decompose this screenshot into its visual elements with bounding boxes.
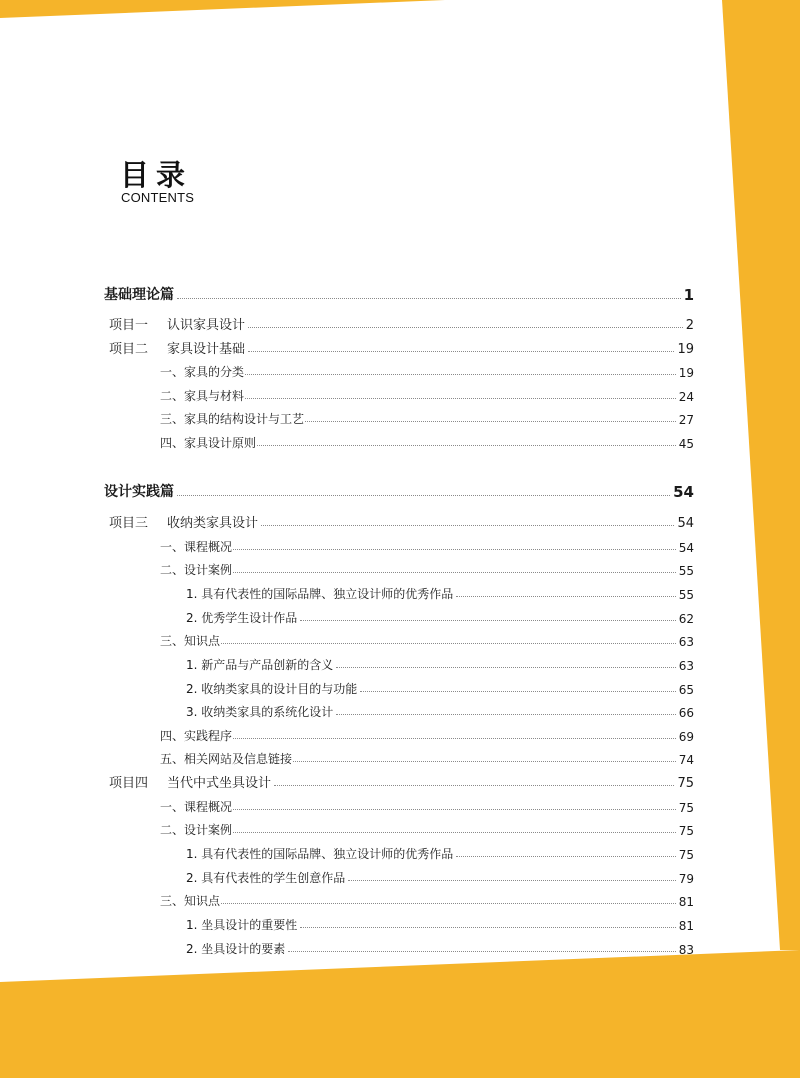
dot-leader <box>300 927 675 928</box>
toc-entry[interactable] <box>186 698 694 720</box>
toc-entry[interactable] <box>160 816 694 838</box>
dot-leader <box>233 809 676 810</box>
toc-page-number: 54 <box>678 541 694 555</box>
toc-entry-title: 1. 坐具设计的重要性 <box>186 918 298 932</box>
toc-entry[interactable] <box>104 479 694 501</box>
toc-entry[interactable] <box>109 769 694 791</box>
dot-leader <box>221 643 676 644</box>
toc-entry-title: 四、家具设计原则 <box>160 436 257 450</box>
toc-entry-title: 二、设计案例 <box>160 563 233 577</box>
toc-project-number: 项目一 <box>109 318 149 333</box>
toc-entry[interactable] <box>186 604 694 626</box>
dot-leader <box>300 620 675 621</box>
toc-page-number: 63 <box>678 659 694 673</box>
toc-project-title: 当代中式坐具设计 <box>167 776 272 791</box>
toc-entry[interactable] <box>160 533 694 555</box>
page-title: 目录 <box>120 158 193 192</box>
dot-leader <box>233 738 676 739</box>
dot-leader <box>274 785 674 786</box>
toc-page-number: 69 <box>678 730 694 744</box>
toc-page-number: 45 <box>678 437 694 451</box>
toc-entry[interactable] <box>160 745 694 767</box>
dot-leader <box>348 880 675 881</box>
toc-page-number: 79 <box>678 872 694 886</box>
toc-entry[interactable] <box>160 405 694 427</box>
toc-page-number: 75 <box>678 824 694 838</box>
toc-entry-title: 2. 收纳类家具的设计目的与功能 <box>186 682 358 696</box>
dot-leader <box>305 421 676 422</box>
toc-page-number: 54 <box>673 483 694 501</box>
toc-page-number: 54 <box>677 516 694 531</box>
dot-leader <box>233 572 676 573</box>
toc-entry[interactable] <box>109 509 694 531</box>
toc-entry-title: 一、家具的分类 <box>160 365 245 379</box>
dot-leader <box>261 525 674 526</box>
dot-leader <box>456 856 675 857</box>
toc-entry[interactable] <box>160 793 694 815</box>
toc-page-number: 24 <box>678 390 694 404</box>
toc-entry[interactable] <box>160 358 694 380</box>
dot-leader <box>245 398 676 399</box>
toc-project-number: 项目二 <box>109 342 149 357</box>
toc-entry[interactable] <box>160 429 694 451</box>
toc-project-title: 家具设计基础 <box>167 342 246 357</box>
toc-page-number: 81 <box>678 919 694 933</box>
toc-entry[interactable] <box>186 864 694 886</box>
toc-entry[interactable] <box>186 935 694 957</box>
toc-entry-title: 一、课程概况 <box>160 800 233 814</box>
toc-entry[interactable] <box>186 840 694 862</box>
dot-leader <box>293 761 676 762</box>
toc-entry-title: 一、课程概况 <box>160 540 233 554</box>
toc-page-number: 83 <box>678 943 694 957</box>
toc-entry[interactable] <box>186 580 694 602</box>
toc-page-number: 75 <box>677 776 694 791</box>
toc-page-number: 63 <box>678 635 694 649</box>
toc-entry-title: 2. 具有代表性的学生创意作品 <box>186 871 346 885</box>
toc-page-number: 2 <box>685 318 694 333</box>
toc-entry[interactable] <box>160 887 694 909</box>
toc-page-number: 81 <box>678 895 694 909</box>
toc-entry-title: 基础理论篇 <box>104 287 174 303</box>
toc-project-number: 项目四 <box>109 776 149 791</box>
toc-entry-title <box>109 772 271 791</box>
toc-page-number: 19 <box>678 366 694 380</box>
toc-page-number: 1 <box>683 286 694 304</box>
toc-entry[interactable] <box>104 282 694 304</box>
toc-entry-title: 2. 坐具设计的要素 <box>186 942 286 956</box>
dot-leader <box>288 951 675 952</box>
toc-entry-title: 1. 具有代表性的国际品牌、独立设计师的优秀作品 <box>186 587 454 601</box>
toc-page-number: 55 <box>678 564 694 578</box>
toc-entry-title: 设计实践篇 <box>104 484 174 500</box>
dot-leader <box>257 445 676 446</box>
dot-leader <box>336 667 675 668</box>
toc-page-number: 19 <box>677 342 694 357</box>
dot-leader <box>336 714 675 715</box>
toc-entry-title: 1. 具有代表性的国际品牌、独立设计师的优秀作品 <box>186 847 454 861</box>
toc-entry[interactable] <box>109 311 694 333</box>
dot-leader <box>456 596 675 597</box>
toc-entry-title: 二、设计案例 <box>160 823 233 837</box>
toc-project-number: 项目三 <box>109 516 149 531</box>
toc-entry-title: 二、家具与材料 <box>160 389 245 403</box>
dot-leader <box>233 832 676 833</box>
toc-entry[interactable] <box>160 382 694 404</box>
toc-entry-title: 1. 新产品与产品创新的含义 <box>186 658 334 672</box>
page-subtitle: CONTENTS <box>121 190 195 205</box>
toc-project-title: 收纳类家具设计 <box>167 516 259 531</box>
dot-leader <box>221 903 676 904</box>
toc-page-number: 55 <box>678 588 694 602</box>
toc-entry-title: 四、实践程序 <box>160 729 233 743</box>
toc-page-number: 65 <box>678 683 694 697</box>
toc-entry[interactable] <box>186 911 694 933</box>
toc-entry[interactable] <box>109 335 694 357</box>
dot-leader <box>177 495 670 496</box>
toc-entry-title: 五、相关网站及信息链接 <box>160 752 293 766</box>
toc-entry-title <box>109 512 258 531</box>
toc-entry-title: 三、知识点 <box>160 894 221 908</box>
dot-leader <box>245 374 676 375</box>
toc-entry-title: 三、家具的结构设计与工艺 <box>160 412 305 426</box>
toc-entry-title: 三、知识点 <box>160 634 221 648</box>
toc-page-number: 75 <box>678 848 694 862</box>
toc-page-number: 66 <box>678 706 694 720</box>
toc-entry[interactable] <box>160 627 694 649</box>
toc-entry[interactable] <box>186 651 694 673</box>
toc-entry[interactable] <box>160 722 694 744</box>
toc-entry-title: 3. 收纳类家具的系统化设计 <box>186 705 334 719</box>
toc-entry-title: 2. 优秀学生设计作品 <box>186 611 298 625</box>
dot-leader <box>233 549 676 550</box>
toc-page-number: 27 <box>678 413 694 427</box>
toc-page-number: 75 <box>678 801 694 815</box>
toc-entry[interactable] <box>186 675 694 697</box>
toc-page-number: 74 <box>678 753 694 767</box>
toc-project-title: 认识家具设计 <box>167 318 246 333</box>
toc-entry-title <box>109 314 245 333</box>
toc-entry-title <box>109 338 245 357</box>
dot-leader <box>248 327 683 328</box>
dot-leader <box>177 298 681 299</box>
toc-page-number: 62 <box>678 612 694 626</box>
dot-leader <box>360 691 675 692</box>
toc-entry[interactable] <box>160 556 694 578</box>
dot-leader <box>248 351 674 352</box>
